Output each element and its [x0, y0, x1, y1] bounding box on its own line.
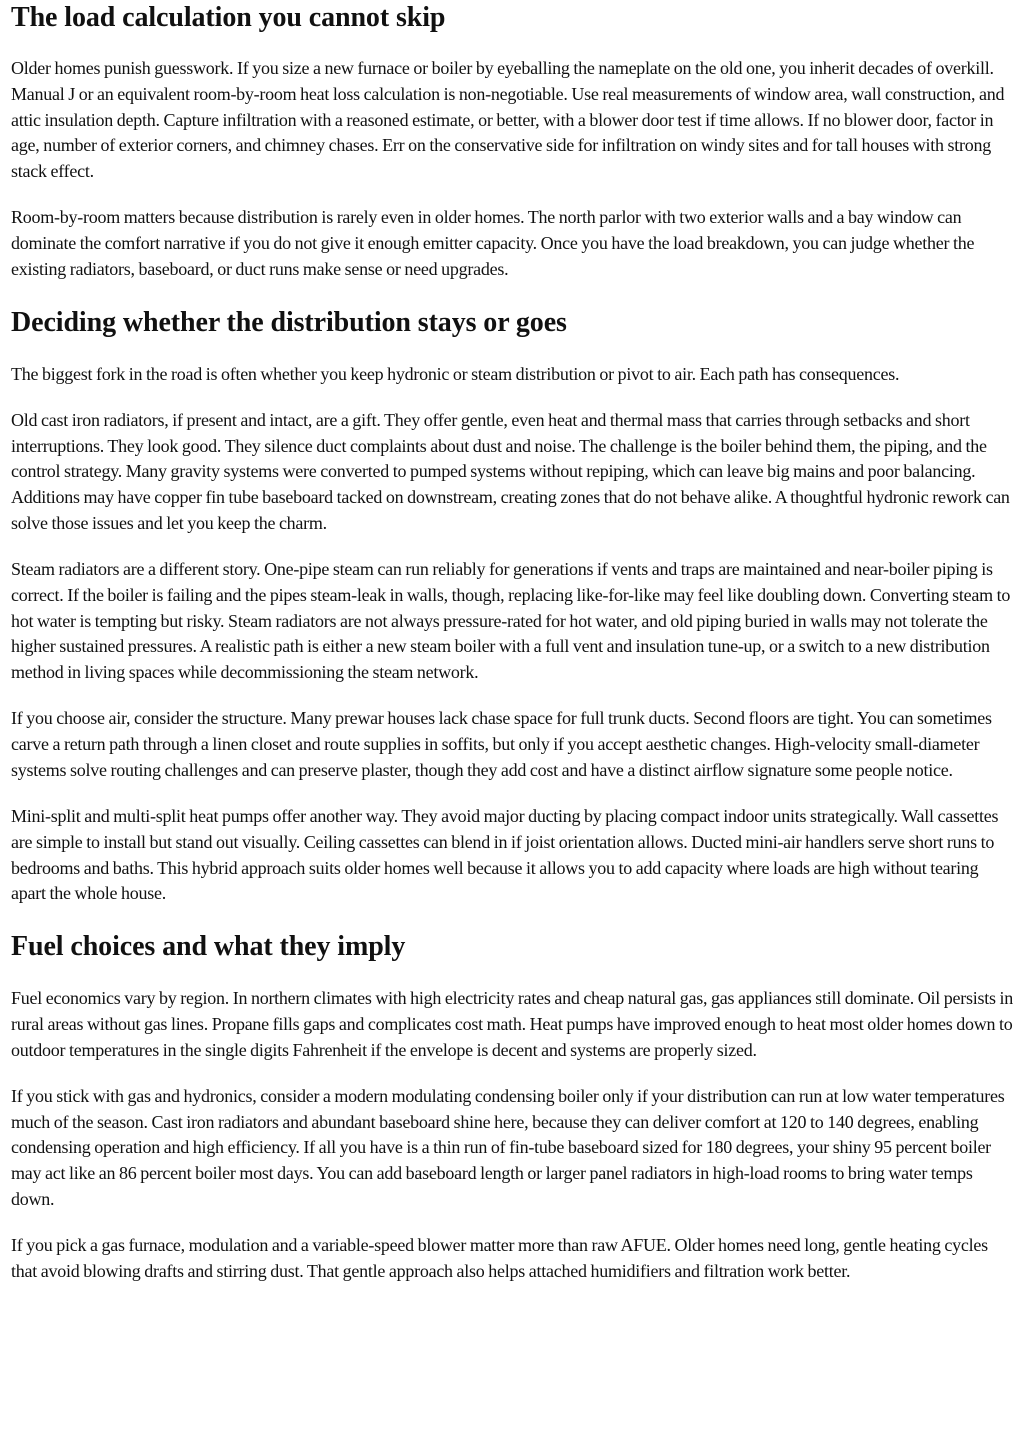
- paragraph: Old cast iron radiators, if present and intact, are a gift. They offer gentle, even heat and thermal mass that carries through setbacks and short interruptions. They look good. They silence duct complaints about dust and noise. The challenge is the boiler behind them, the piping, and the control strategy. Many gravity systems were converted to pumped systems without repiping, which can leave big mains and poor balancing. Additions may have copper fin tube baseboard tacked on downstream, creating zones that do not behave alike. A thoughtful hydronic rework can solve those issues and let you keep the charm.: [11, 409, 1010, 533]
- paragraph: Mini-split and multi-split heat pumps offer another way. They avoid major ducting by placing compact indoor units strategically. Wall cassettes are simple to install but stand out visually. Ceiling cassettes can blend in if joist orientation allows. Ducted mini-air handlers serve short runs to bedrooms and baths. This hybrid approach suits older homes well because it allows you to add capacity where loads are high without tearing apart the whole house.: [11, 806, 999, 904]
- paragraph: Steam radiators are a different story. One-pipe steam can run reliably for generations if vents and traps are maintained and near-boiler piping is correct. If the boiler is failing and the pipes steam-leak in walls, though, replacing like-for-like may feel like doubling down. Converting steam to hot water is tempting but risky. Steam radiators are not always pressure-rated for hot water, and old piping buried in walls may not tolerate the higher sustained pressures. A realistic path is either a new steam boiler with a full vent and insulation tune-up, or a switch to a new distribution method in living spaces while decommissioning the steam network.: [11, 559, 1011, 682]
- section-heading-fuel-choices: Fuel choices and what they imply: [11, 931, 406, 962]
- section-heading-load-calculation: The load calculation you cannot skip: [11, 2, 446, 33]
- paragraph: Room-by-room matters because distribution is rarely even in older homes. The north parlor with two exterior walls and a bay window can dominate the comfort narrative if you do not give it enough emitter capacity. Once you have the load breakdown, you can judge whether the existing radiators, baseboard, or duct runs make sense or need upgrades.: [11, 207, 975, 279]
- paragraph: If you pick a gas furnace, modulation and a variable-speed blower matter more than raw AFUE. Older homes need long, gentle heating cycles that avoid blowing drafts and stirring dust. That gentle approach also helps attached humidifiers and filtration work better.: [11, 1235, 988, 1281]
- paragraph: Older homes punish guesswork. If you size a new furnace or boiler by eyeballing the nameplate on the old one, you inherit decades of overkill. Manual J or an equivalent room-by-room heat loss calculation is non-negotiable. Use real measurements of window area, wall construction, and attic insulation depth. Capture infiltration with a reasoned estimate, or better, with a blower door test if time allows. If no blower door, factor in age, number of exterior corners, and chimney chases. Err on the conservative side for infiltration on windy sites and for tall houses with strong stack effect.: [11, 58, 1005, 181]
- paragraph: Fuel economics vary by region. In northern climates with high electricity rates and cheap natural gas, gas appliances still dominate. Oil persists in rural areas without gas lines. Propane fills gaps and complicates cost math. Heat pumps have improved enough to heat most older homes down to outdoor temperatures in the single digits Fahrenheit if the envelope is decent and systems are properly sized.: [11, 988, 1013, 1060]
- paragraph: The biggest fork in the road is often whether you keep hydronic or steam distribution or pivot to air. Each path has consequences.: [11, 363, 900, 384]
- paragraph: If you stick with gas and hydronics, consider a modern modulating condensing boiler only if your distribution can run at low water temperatures much of the season. Cast iron radiators and abundant baseboard shine here, because they can deliver comfort at 120 to 140 degrees, enabling condensing operation and high efficiency. If all you have is a thin run of fin-tube baseboard sized for 180 degrees, your shiny 95 percent boiler may act like an 86 percent boiler most days. You can add baseboard length or larger panel radiators in high-load rooms to bring water temps down.: [11, 1085, 1005, 1209]
- section-heading-distribution: Deciding whether the distribution stays or goes: [11, 306, 567, 338]
- paragraph: If you choose air, consider the structure. Many prewar houses lack chase space for full trunk ducts. Second floors are tight. You can sometimes carve a return path through a linen closet and route supplies in soffits, but only if you accept aesthetic changes. High-velocity small-diameter systems solve routing challenges and can preserve plaster, though they add cost and have a distinct airflow signature some people notice.: [11, 708, 992, 780]
